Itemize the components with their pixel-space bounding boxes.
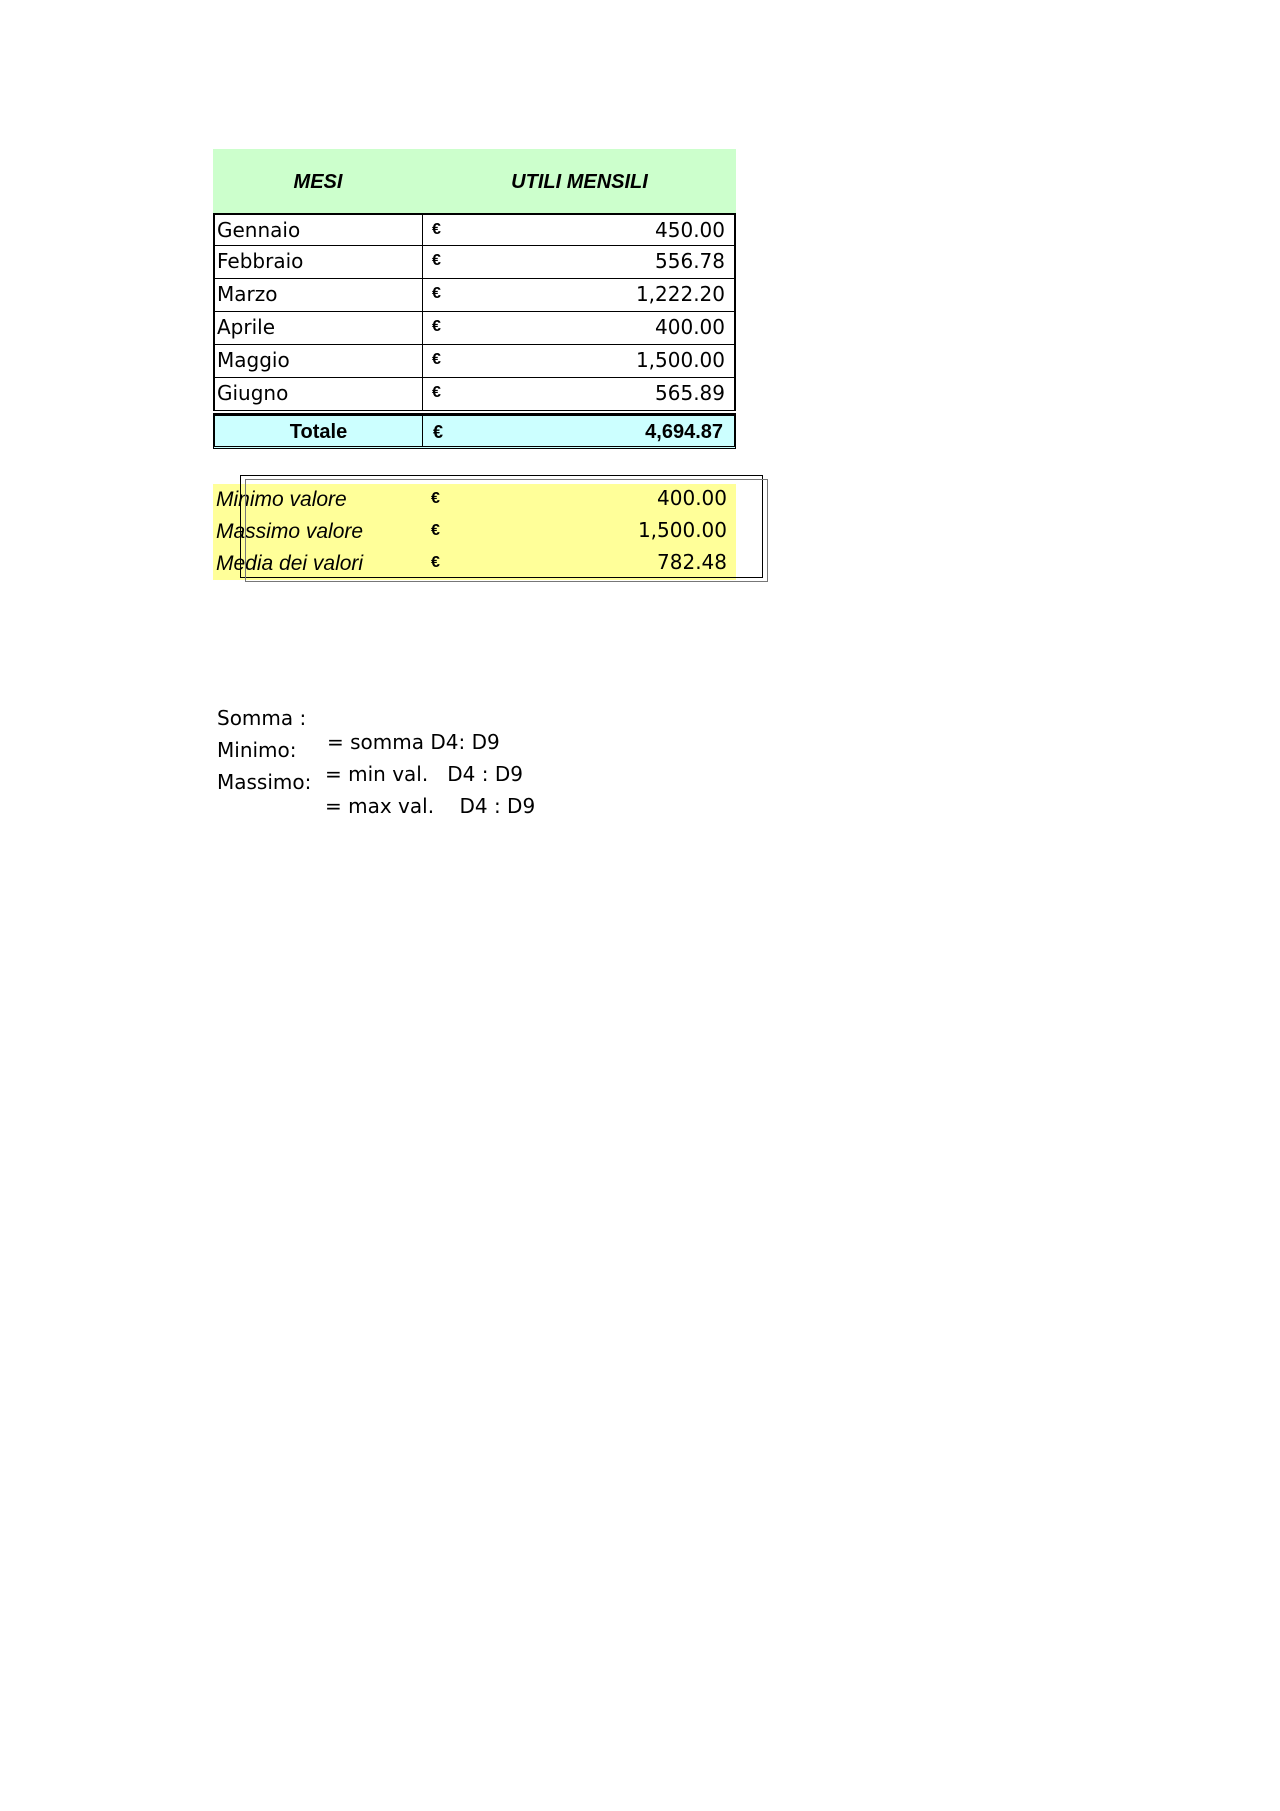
- currency-symbol: €: [432, 252, 441, 269]
- month-cell[interactable]: Marzo: [217, 282, 278, 306]
- stat-label[interactable]: Minimo valore: [216, 488, 347, 511]
- value-cell[interactable]: 1,222.20: [635, 282, 725, 306]
- value-cell[interactable]: 1,500.00: [635, 348, 725, 372]
- currency-symbol: €: [432, 221, 441, 238]
- stat-label[interactable]: Media dei valori: [216, 552, 364, 575]
- currency-symbol: €: [432, 351, 441, 368]
- note-formula: = min val. D4 : D9: [325, 762, 523, 786]
- month-cell[interactable]: Maggio: [217, 348, 290, 372]
- value-cell[interactable]: 556.78: [655, 249, 725, 273]
- currency-symbol: €: [432, 318, 441, 335]
- column-divider: [422, 246, 423, 278]
- note-label: Somma :: [217, 706, 307, 730]
- overlay-frame-shadow: [245, 479, 768, 582]
- column-divider: [422, 215, 423, 245]
- stat-value[interactable]: 1,500.00: [637, 518, 727, 542]
- value-cell[interactable]: 565.89: [655, 381, 725, 405]
- month-cell[interactable]: Febbraio: [217, 249, 304, 273]
- month-cell[interactable]: Gennaio: [217, 218, 301, 242]
- currency-symbol: €: [431, 522, 440, 539]
- table-row[interactable]: [213, 279, 736, 312]
- currency-symbol: €: [432, 384, 441, 401]
- stat-label[interactable]: Massimo valore: [216, 520, 364, 543]
- table-row[interactable]: [213, 246, 736, 279]
- table-row[interactable]: [213, 345, 736, 378]
- note-label: Minimo:: [217, 738, 297, 762]
- stat-value[interactable]: 782.48: [657, 550, 727, 574]
- column-divider: [422, 279, 423, 311]
- table-row[interactable]: [213, 213, 736, 246]
- total-label[interactable]: Totale: [289, 421, 348, 443]
- currency-symbol: €: [433, 422, 444, 442]
- total-row[interactable]: [213, 413, 736, 449]
- table-row[interactable]: [213, 312, 736, 345]
- months-table: [213, 213, 736, 411]
- table-row[interactable]: [213, 378, 736, 411]
- currency-symbol: €: [431, 490, 440, 507]
- value-cell[interactable]: 450.00: [655, 218, 725, 242]
- stat-value[interactable]: 400.00: [657, 486, 727, 510]
- month-cell[interactable]: Aprile: [217, 315, 276, 339]
- currency-symbol: €: [431, 554, 440, 571]
- value-cell[interactable]: 400.00: [655, 315, 725, 339]
- currency-symbol: €: [432, 285, 441, 302]
- column-divider: [422, 378, 423, 410]
- total-value[interactable]: 4,694.87: [645, 421, 723, 443]
- note-formula: = somma D4: D9: [327, 730, 500, 754]
- note-formula: = max val. D4 : D9: [325, 794, 536, 818]
- column-divider: [422, 312, 423, 344]
- column-divider: [422, 416, 423, 446]
- header-utili-mensili[interactable]: UTILI MENSILI: [511, 171, 648, 193]
- month-cell[interactable]: Giugno: [217, 381, 289, 405]
- table-header: [213, 149, 736, 213]
- note-label: Massimo:: [217, 770, 312, 794]
- header-mesi[interactable]: MESI: [293, 171, 343, 193]
- column-divider: [422, 345, 423, 377]
